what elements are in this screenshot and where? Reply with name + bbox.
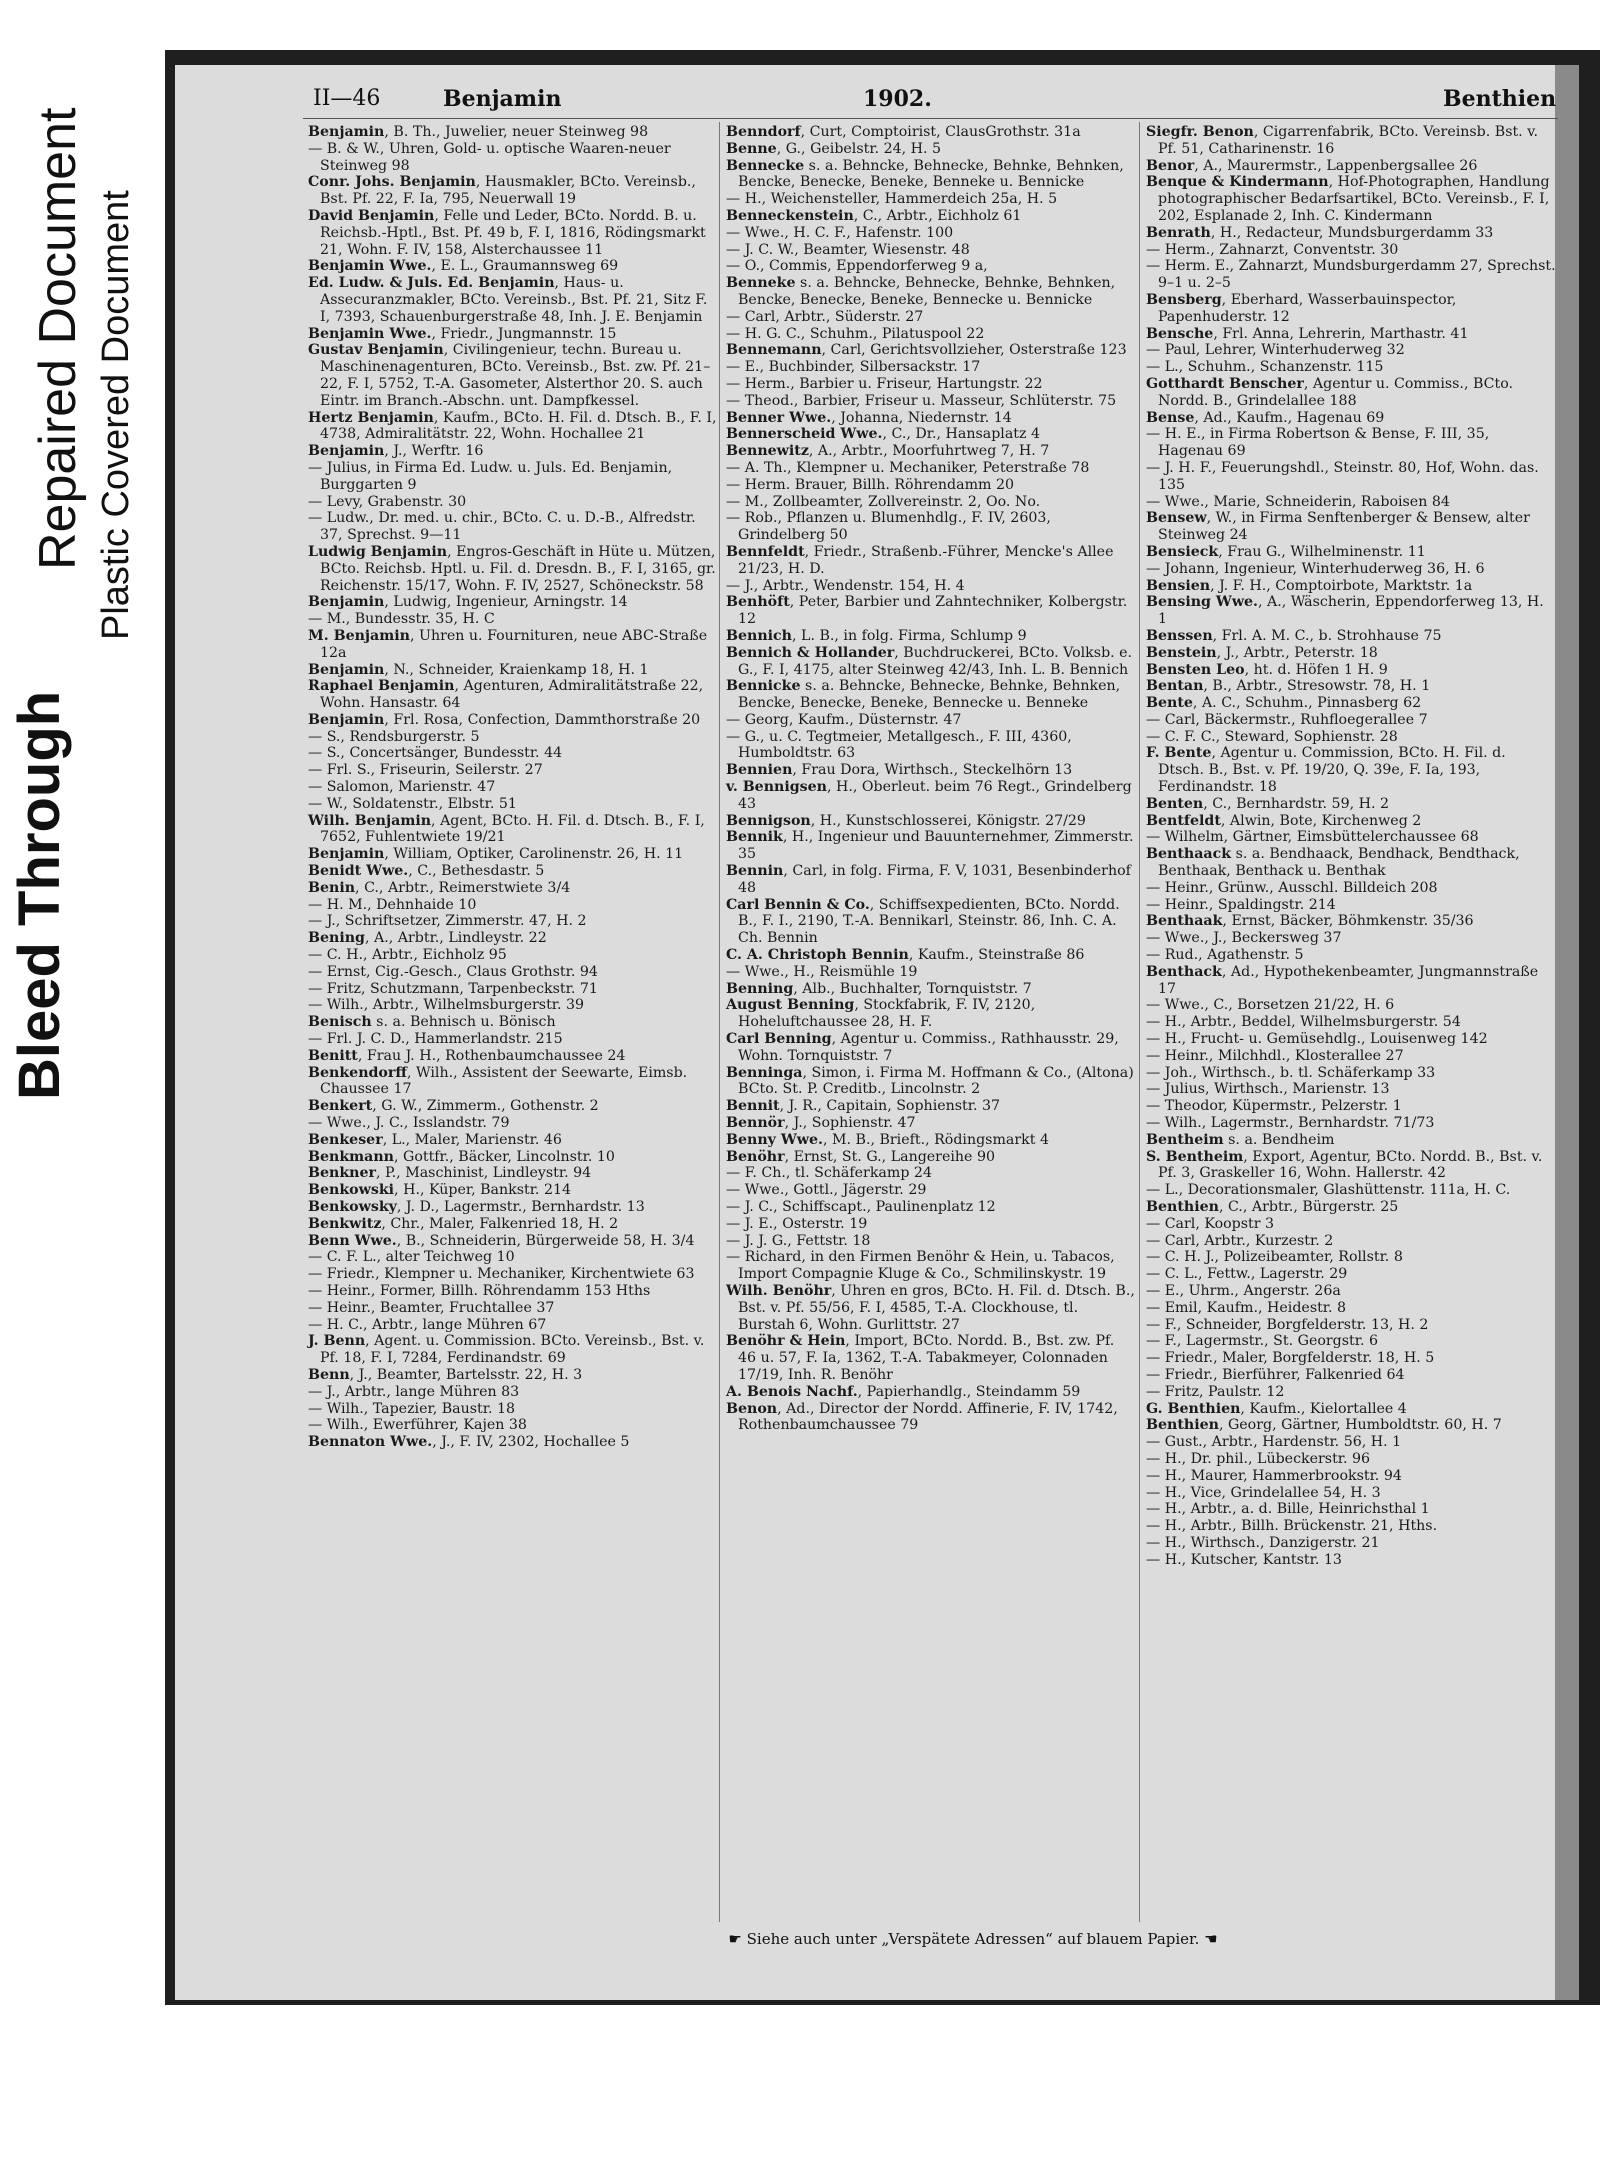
directory-entry: — M., Zollbeamter, Zollvereinstr. 2, Oo. No. <box>726 493 1041 510</box>
directory-entry: Benthien, C., Arbtr., Bürgerstr. 25 <box>1146 1199 1399 1215</box>
directory-entry: Benidt Wwe., C., Bethesdastr. 5 <box>308 863 545 880</box>
directory-entry: — Julius, Wirthsch., Marienstr. 13 <box>1146 1081 1390 1098</box>
directory-entry: Wilh. Benjamin, Agent, BCto. H. Fil. d. Dtsch. B., F. I, 7652, Fuhlentwiete 19/21 <box>308 812 705 846</box>
directory-entry: — Salomon, Marienstr. 47 <box>308 779 496 796</box>
directory-entry: Benssen, Frl. A. M. C., b. Strohhause 75 <box>1146 627 1442 644</box>
directory-entry: — F. Ch., tl. Schäferkamp 24 <box>726 1165 932 1182</box>
directory-entry: — Carl, Arbtr., Kurzestr. 2 <box>1146 1232 1334 1249</box>
label-repaired-document: Repaired Document <box>29 107 87 570</box>
directory-entry: — Friedr., Bierführer, Falkenried 64 <box>1146 1366 1405 1383</box>
directory-entry: — Wwe., C., Borsetzen 21/22, H. 6 <box>1146 997 1395 1014</box>
directory-entry: — H. C., Arbtr., lange Mühren 67 <box>308 1316 547 1333</box>
directory-entry: — O., Commis, Eppendorferweg 9 a, <box>726 258 988 275</box>
directory-entry: Benkwitz, Chr., Maler, Falkenried 18, H. 2 <box>308 1215 619 1232</box>
directory-entry: A. Benois Nachf., Papierhandlg., Steindamm 59 <box>726 1383 1081 1400</box>
directory-entry: Bense, Ad., Kaufm., Hagenau 69 <box>1146 409 1385 426</box>
directory-entry: Bente, A. C., Schuhm., Pinnasberg 62 <box>1146 695 1422 712</box>
directory-entry: Benhöft, Peter, Barbier und Zahntechniker, Kolbergstr. 12 <box>726 594 1128 628</box>
directory-entry: — M., Bundesstr. 35, H. C <box>308 611 495 628</box>
directory-entry: Benn Wwe., B., Schneiderin, Bürgerweide 58, H. 3/4 <box>308 1232 695 1249</box>
directory-entry: G. Benthien, Kaufm., Kielortallee 4 <box>1146 1400 1407 1417</box>
directory-entry: — Carl, Koopstr 3 <box>1146 1215 1275 1232</box>
directory-entry: — Wwe., J., Beckersweg 37 <box>1146 930 1342 947</box>
directory-entry: — Ludw., Dr. med. u. chir., BCto. C. u. D.-B., Alfredstr. 37, Sprechst. 9—11 <box>308 510 696 544</box>
header-year: 1902. <box>863 86 932 112</box>
directory-entry: Bennich & Hollander, Buchdruckerei, BCto. Volksb. e. G., F. I, 4175, alter Steinweg 42/43, Inh. L. B. Bennich <box>726 644 1133 678</box>
directory-entry: Benning, Alb., Buchhalter, Tornquiststr. 7 <box>726 980 1032 997</box>
directory-entry: S. Bentheim, Export, Agentur, BCto. Nordd. B., Bst. v. Pf. 3, Graskeller 16, Wohn. Hallerstr. 42 <box>1146 1148 1543 1182</box>
directory-entry: Bensberg, Eberhard, Wasserbauinspector, Papenhuderstr. 12 <box>1146 291 1457 325</box>
directory-entry: Benon, Ad., Director der Nordd. Affinerie, F. IV, 1742, Rothenbaumchaussee 79 <box>726 1400 1118 1434</box>
directory-entry: — H. G. C., Schuhm., Pilatuspool 22 <box>726 325 985 342</box>
directory-entry: Bensien, J. F. H., Comptoirbote, Marktstr. 1a <box>1146 577 1473 594</box>
directory-entry: — J. E., Osterstr. 19 <box>726 1215 868 1232</box>
directory-entry: — J. H. F., Feuerungshdl., Steinstr. 80, Hof, Wohn. das. 135 <box>1146 459 1539 493</box>
directory-entry: J. Benn, Agent. u. Commission. BCto. Vereinsb., Bst. v. Pf. 18, F. I, 7284, Ferdinandstr. 69 <box>308 1333 705 1367</box>
directory-entry: — Wilh., Lagermstr., Bernhardstr. 71/73 <box>1146 1115 1435 1132</box>
directory-entry: — Levy, Grabenstr. 30 <box>308 493 467 510</box>
directory-entry: Benninga, Simon, i. Firma M. Hoffmann & Co., (Altona) BCto. St. P. Creditb., Lincolnstr. 2 <box>726 1064 1134 1098</box>
directory-entry: August Benning, Stockfabrik, F. IV, 2120, Hoheluftchaussee 28, H. F. <box>726 997 1036 1031</box>
directory-entry: Bening, A., Arbtr., Lindleystr. 22 <box>308 930 547 947</box>
directory-entry: — H., Arbtr., Beddel, Wilhelmsburgerstr. 54 <box>1146 1014 1461 1031</box>
directory-entry: Bennicke s. a. Behncke, Behnecke, Behnke, Behnken, Bencke, Benecke, Beneke, Bennecke u. Benneke <box>726 678 1121 712</box>
directory-entry: — Wilh., Tapezier, Baustr. 18 <box>308 1400 516 1417</box>
directory-entry: — F., Schneider, Borgfelderstr. 13, H. 2 <box>1146 1316 1429 1333</box>
directory-entry: — H., Wirthsch., Danzigerstr. 21 <box>1146 1534 1380 1551</box>
directory-entry: — H., Arbtr., a. d. Bille, Heinrichsthal 1 <box>1146 1501 1430 1518</box>
directory-entry: Benjamin, B. Th., Juwelier, neuer Steinweg 98 <box>308 124 649 140</box>
directory-entry: Benjamin Wwe., E. L., Graumannsweg 69 <box>308 258 619 275</box>
directory-entry: Bennin, Carl, in folg. Firma, F. V, 1031, Besenbinderhof 48 <box>726 863 1131 896</box>
directory-entry: — Richard, in den Firmen Benöhr & Hein, u. Tabacos, Import Compagnie Kluge & Co., Schmilinskystr. 19 <box>726 1249 1115 1283</box>
header-left-word: Benjamin <box>443 86 562 112</box>
directory-entry: — H., Arbtr., Billh. Brückenstr. 21, Hths. <box>1146 1518 1438 1535</box>
directory-entry: Bennien, Frau Dora, Wirthsch., Steckelhörn 13 <box>726 762 1073 779</box>
directory-entry: Benjamin, Frl. Rosa, Confection, Dammthorstraße 20 <box>308 711 701 728</box>
directory-entry: Benjamin, Ludwig, Ingenieur, Arningstr. 14 <box>308 594 628 611</box>
directory-entry: Benkert, G. W., Zimmerm., Gothenstr. 2 <box>308 1098 599 1115</box>
directory-entry: — H. M., Dehnhaide 10 <box>308 896 477 913</box>
directory-entry: Benthien, Georg, Gärtner, Humboldtstr. 60, H. 7 <box>1146 1417 1502 1434</box>
directory-entry: — Johann, Ingenieur, Winterhuderweg 36, H. 6 <box>1146 560 1485 577</box>
page-number: II—46 <box>313 86 381 111</box>
directory-entry: Benkmann, Gottfr., Bäcker, Lincolnstr. 10 <box>308 1148 615 1165</box>
directory-entry: C. A. Christoph Bennin, Kaufm., Steinstraße 86 <box>726 947 1085 964</box>
directory-entry: — J. J. G., Fettstr. 18 <box>726 1232 871 1249</box>
directory-entry: Carl Benning, Agentur u. Commiss., Rathhausstr. 29, Wohn. Tornquiststr. 7 <box>726 1031 1119 1064</box>
footer-note: ☛ Siehe auch unter „Verspätete Adressen“ auf blauem Papier. ☚ <box>728 1930 1218 1948</box>
directory-entry: Benkeser, L., Maler, Marienstr. 46 <box>308 1131 562 1148</box>
directory-entry: Conr. Johs. Benjamin, Hausmakler, BCto. Vereinsb., Bst. Pf. 22, F. Ia, 795, Neuerwall 19 <box>308 174 696 208</box>
directory-entry: Siegfr. Benon, Cigarrenfabrik, BCto. Vereinsb. Bst. v. Pf. 51, Catharinenstr. 16 <box>1146 124 1539 157</box>
directory-entry: Carl Bennin & Co., Schiffsexpedienten, BCto. Nordd. B., F. I., 2190, T.-A. Bennikarl, Steinstr. 86, Inh. C. A. Ch. Bennin <box>726 896 1120 947</box>
directory-entry: — Wilhelm, Gärtner, Eimsbüttelerchaussee 68 <box>1146 829 1479 846</box>
directory-entry: — L., Schuhm., Schanzenstr. 115 <box>1146 359 1384 376</box>
directory-entry: — Wwe., H. C. F., Hafenstr. 100 <box>726 224 954 241</box>
directory-entry: M. Benjamin, Uhren u. Fournituren, neue ABC-Straße 12a <box>308 627 708 661</box>
label-bleed-through: Bleed Through <box>7 690 72 1100</box>
sidebar <box>0 0 165 2177</box>
directory-entry: Benrath, H., Redacteur, Mundsburgerdamm 33 <box>1146 224 1494 241</box>
directory-entry: — Wilh., Arbtr., Wilhelmsburgerstr. 39 <box>308 997 585 1014</box>
directory-entry: — Friedr., Klempner u. Mechaniker, Kirchentwiete 63 <box>308 1266 695 1283</box>
directory-entry: Bennfeldt, Friedr., Straßenb.-Führer, Mencke's Allee 21/23, H. D. <box>726 543 1114 577</box>
column-rule-2 <box>1139 122 1140 1922</box>
directory-entry: — Fritz, Schutzmann, Tarpenbeckstr. 71 <box>308 980 598 997</box>
directory-entry: Benjamin Wwe., Friedr., Jungmannstr. 15 <box>308 325 617 342</box>
directory-entry: Gotthardt Benscher, Agentur u. Commiss., BCto. Nordd. B., Grindelallee 188 <box>1146 375 1514 409</box>
directory-entry: — Carl, Arbtr., Süderstr. 27 <box>726 308 924 325</box>
directory-entry: — Fritz, Paulstr. 12 <box>1146 1383 1285 1400</box>
directory-entry: — Heinr., Milchhdl., Klosterallee 27 <box>1146 1047 1404 1064</box>
directory-entry: — Wwe., Marie, Schneiderin, Raboisen 84 <box>1146 493 1450 510</box>
directory-entry: Benkendorff, Wilh., Assistent der Seewarte, Eimsb. Chaussee 17 <box>308 1064 688 1098</box>
directory-entry: Benstein, J., Arbtr., Peterstr. 18 <box>1146 644 1378 661</box>
label-plastic-covered-document: Plastic Covered Document <box>95 190 137 640</box>
directory-entry: — Heinr., Grünw., Ausschl. Billdeich 208 <box>1146 879 1438 896</box>
directory-entry: — Herm., Zahnarzt, Conventstr. 30 <box>1146 241 1399 258</box>
directory-entry: Benque & Kindermann, Hof-Photographen, Handlung photographischer Bedarfsartikel, BCto. Vereinsb., F. I, 202, Esplanade 2, Inh. C. Kindermann <box>1146 174 1550 224</box>
directory-entry: — J., Schriftsetzer, Zimmerstr. 47, H. 2 <box>308 913 587 930</box>
directory-entry: Benndorf, Curt, Comptoirist, ClausGrothstr. 31a <box>726 124 1081 140</box>
directory-entry: Gustav Benjamin, Civilingenieur, techn. Bureau u. Maschinenagenturen, BCto. Vereinsb., Bst. zw. Pf. 21–22, F. I, 5752, T.-A. Gasometer, Alsterthor 20. S. auch Eintr. im Branch.-Abschn. unt. Dampfkessel. <box>308 342 711 409</box>
directory-entry: Bennaton Wwe., J., F. IV, 2302, Hochallee 5 <box>308 1434 630 1451</box>
directory-entry: Bennör, J., Sophienstr. 47 <box>726 1115 916 1132</box>
directory-entry: — C. H. J., Polizeibeamter, Rollstr. 8 <box>1146 1249 1403 1266</box>
directory-entry: Benjamin, J., Werftr. 16 <box>308 443 484 460</box>
directory-entry: — Wwe., H., Reismühle 19 <box>726 963 918 980</box>
directory-entry: — C. L., Fettw., Lagerstr. 29 <box>1146 1266 1348 1283</box>
directory-entry: Benthaak, Ernst, Bäcker, Böhmkenstr. 35/36 <box>1146 913 1474 930</box>
directory-entry: Bennerscheid Wwe., C., Dr., Hansaplatz 4 <box>726 426 1041 443</box>
directory-entry: — Herm. E., Zahnarzt, Mundsburgerdamm 27, Sprechst. 9–1 u. 2–5 <box>1146 258 1556 292</box>
directory-entry: — Herm., Barbier u. Friseur, Hartungstr. 22 <box>726 375 1043 392</box>
directory-entry: — Wwe., J. C., Isslandstr. 79 <box>308 1115 510 1132</box>
directory-entry: Bennigson, H., Kunstschlosserei, Königstr. 27/29 <box>726 812 1086 829</box>
directory-entry: — Wwe., Gottl., Jägerstr. 29 <box>726 1182 927 1199</box>
directory-entry: F. Bente, Agentur u. Commission, BCto. H. Fil. d. Dtsch. B., Bst. v. Pf. 19/20, Q. 39e, F. Ia, 193, Ferdinandstr. 18 <box>1146 745 1506 796</box>
directory-entry: Wilh. Benöhr, Uhren en gros, BCto. H. Fil. d. Dtsch. B., Bst. v. Pf. 55/56, F. I, 4585, T.-A. Clockhouse, tl. Burstah 6, Wohn. Gurlittstr. 27 <box>726 1282 1135 1333</box>
directory-entry: Bensieck, Frau G., Wilhelminenstr. 11 <box>1146 543 1426 560</box>
directory-entry: — C. H., Arbtr., Eichholz 95 <box>308 947 507 964</box>
directory-entry: Benner Wwe., Johanna, Niedernstr. 14 <box>726 409 1012 426</box>
header-rule <box>303 118 1558 119</box>
directory-entry: — Rud., Agathenstr. 5 <box>1146 947 1304 964</box>
directory-entry: — Rob., Pflanzen u. Blumenhdlg., F. IV, 2603, Grindelberg 50 <box>726 510 1051 544</box>
directory-entry: — Gust., Arbtr., Hardenstr. 56, H. 1 <box>1146 1434 1402 1451</box>
directory-entry: — C. F. C., Steward, Sophienstr. 28 <box>1146 728 1398 745</box>
directory-entry: — H., Maurer, Hammerbrookstr. 94 <box>1146 1467 1402 1484</box>
directory-entry: — Friedr., Maler, Borgfelderstr. 18, H. 5 <box>1146 1350 1435 1367</box>
directory-entry: Benor, A., Maurermstr., Lappenbergsallee 26 <box>1146 157 1478 174</box>
directory-entry: Benöhr & Hein, Import, BCto. Nordd. B., Bst. zw. Pf. 46 u. 57, F. Ia, 1362, T.-A. Tabakmeyer, Colonnaden 17/19, Inh. R. Benöhr <box>726 1333 1115 1383</box>
column-2 <box>726 124 1136 1434</box>
column-3 <box>1146 124 1556 1569</box>
column-rule-1 <box>719 122 720 1922</box>
directory-entry: — J., Arbtr., Wendenstr. 154, H. 4 <box>726 577 965 594</box>
directory-entry: Benjamin, William, Optiker, Carolinenstr. 26, H. 11 <box>308 846 684 863</box>
directory-entry: Bensten Leo, ht. d. Höfen 1 H. 9 <box>1146 661 1388 678</box>
directory-entry: — S., Rendsburgerstr. 5 <box>308 728 480 745</box>
directory-entry: Bennewitz, A., Arbtr., Moorfuhrtweg 7, H. 7 <box>726 443 1050 460</box>
directory-entry: David Benjamin, Felle und Leder, BCto. Nordd. B. u. Reichsb.-Hptl., Bst. Pf. 49 b, F. I, 1816, Rödingsmarkt 21, Wohn. F. IV, 158, Alsterchaussee 11 <box>308 207 706 258</box>
directory-entry: Ludwig Benjamin, Engros-Geschäft in Hüte u. Mützen, BCto. Reichsb. Hptl. u. Fil. d. Dresdn. B., F. I, 3165, gr. Reichenstr. 15/17, Wohn. F. IV, 2527, Schöneckstr. 58 <box>308 543 716 594</box>
directory-entry: — J. C. W., Beamter, Wiesenstr. 48 <box>726 241 970 258</box>
directory-entry: — Wilh., Ewerführer, Kajen 38 <box>308 1417 527 1434</box>
directory-entry: — E., Uhrm., Angerstr. 26a <box>1146 1282 1341 1299</box>
directory-entry: — S., Concertsänger, Bundesstr. 44 <box>308 745 563 762</box>
directory-entry: Benthack, Ad., Hypothekenbeamter, Jungmannstraße 17 <box>1146 963 1539 997</box>
directory-entry: — A. Th., Klempner u. Mechaniker, Peterstraße 78 <box>726 459 1090 476</box>
directory-entry: Benkner, P., Maschinist, Lindleystr. 94 <box>308 1165 592 1182</box>
directory-entry: — Emil, Kaufm., Heidestr. 8 <box>1146 1299 1347 1316</box>
directory-entry: Benthaack s. a. Bendhaack, Bendhack, Bendthack, Benthaak, Benthack u. Benthak <box>1146 846 1520 880</box>
directory-entry: — Frl. S., Friseurin, Seilerstr. 27 <box>308 762 543 779</box>
directory-page <box>303 78 1558 1948</box>
directory-entry: — H., Weichensteller, Hammerdeich 25a, H. 5 <box>726 191 1058 208</box>
directory-entry: — Georg, Kaufm., Düsternstr. 47 <box>726 711 962 728</box>
directory-entry: v. Bennigsen, H., Oberleut. beim 76 Regt., Grindelberg 43 <box>726 779 1132 812</box>
page-header <box>303 78 1558 118</box>
directory-entry: Raphael Benjamin, Agenturen, Admiralitätstraße 22, Wohn. Hansastr. 64 <box>308 678 704 712</box>
column-1 <box>308 124 718 1451</box>
directory-entry: — Herm. Brauer, Billh. Röhrendamm 20 <box>726 476 1015 493</box>
directory-entry: — Carl, Bäckermstr., Ruhfloegerallee 7 <box>1146 711 1428 728</box>
directory-entry: — Julius, in Firma Ed. Ludw. u. Juls. Ed. Benjamin, Burggarten 9 <box>308 459 673 493</box>
directory-entry: — C. F. L., alter Teichweg 10 <box>308 1249 515 1266</box>
directory-entry: Benin, C., Arbtr., Reimerstwiete 3/4 <box>308 879 571 896</box>
directory-entry: — J. C., Schiffscapt., Paulinenplatz 12 <box>726 1199 996 1215</box>
directory-entry: — G., u. C. Tegtmeier, Metallgesch., F. III, 4360, Humboldtstr. 63 <box>726 728 1072 762</box>
directory-entry: Benne, G., Geibelstr. 24, H. 5 <box>726 140 942 157</box>
directory-entry: — Frl. J. C. D., Hammerlandstr. 215 <box>308 1031 563 1048</box>
directory-entry: — F., Lagermstr., St. Georgstr. 6 <box>1146 1333 1379 1350</box>
directory-entry: — Heinr., Spaldingstr. 214 <box>1146 896 1336 913</box>
directory-entry: — Heinr., Former, Billh. Röhrendamm 153 Hths <box>308 1282 651 1299</box>
directory-entry: Bensche, Frl. Anna, Lehrerin, Marthastr. 41 <box>1146 325 1469 342</box>
directory-entry: Benisch s. a. Behnisch u. Bönisch <box>308 1014 556 1031</box>
directory-entry: Benneke s. a. Behncke, Behnecke, Behnke, Behnken, Bencke, Benecke, Beneke, Bennecke u. Bennicke <box>726 275 1116 308</box>
directory-entry: Bensew, W., in Firma Senftenberger & Bensew, alter Steinweg 24 <box>1146 510 1530 544</box>
directory-entry: Benöhr, Ernst, St. G., Langereihe 90 <box>726 1148 995 1165</box>
directory-entry: — J., Arbtr., lange Mühren 83 <box>308 1383 520 1400</box>
directory-entry: — Ernst, Cig.-Gesch., Claus Grothstr. 94 <box>308 963 598 980</box>
directory-entry: Bentfeldt, Alwin, Bote, Kirchenweg 2 <box>1146 812 1422 829</box>
directory-entry: Benjamin, N., Schneider, Kraienkamp 18, H. 1 <box>308 661 649 678</box>
directory-entry: Benitt, Frau J. H., Rothenbaumchaussee 24 <box>308 1047 626 1064</box>
directory-entry: Bennit, J. R., Capitain, Sophienstr. 37 <box>726 1098 1001 1115</box>
directory-entry: — B. & W., Uhren, Gold- u. optische Waaren-neuer Steinweg 98 <box>308 140 671 174</box>
directory-entry: — E., Buchbinder, Silbersackstr. 17 <box>726 359 981 376</box>
directory-entry: — Joh., Wirthsch., b. tl. Schäferkamp 33 <box>1146 1064 1436 1081</box>
directory-entry: Benny Wwe., M. B., Brieft., Rödingsmarkt 4 <box>726 1131 1049 1148</box>
directory-entry: — W., Soldatenstr., Elbstr. 51 <box>308 795 517 812</box>
directory-entry: Bentheim s. a. Bendheim <box>1146 1131 1335 1148</box>
directory-entry: Bennik, H., Ingenieur und Bauunternehmer, Zimmerstr. 35 <box>726 829 1134 863</box>
directory-entry: — Theod., Barbier, Friseur u. Masseur, Schlüterstr. 75 <box>726 392 1117 409</box>
directory-entry: Ed. Ludw. & Juls. Ed. Benjamin, Haus- u. Assecuranzmakler, BCto. Vereinsb., Bst. Pf. 21, Sitz F. I, 7393, Schauenburgerstraße 48, Inh. J. E. Benjamin <box>308 275 708 325</box>
directory-entry: — H., Dr. phil., Lübeckerstr. 96 <box>1146 1450 1371 1467</box>
directory-entry: Benkowski, H., Küper, Bankstr. 214 <box>308 1182 572 1199</box>
directory-entry: Bennecke s. a. Behncke, Behnecke, Behnke, Behnken, Bencke, Benecke, Beneke, Benneke u. Bennicke <box>726 157 1124 191</box>
directory-entry: — Theodor, Küpermstr., Pelzerstr. 1 <box>1146 1098 1402 1115</box>
directory-entry: — Heinr., Beamter, Fruchtallee 37 <box>308 1299 555 1316</box>
directory-entry: Benn, J., Beamter, Bartelsstr. 22, H. 3 <box>308 1366 583 1383</box>
header-right-word: Benthien <box>1443 86 1557 112</box>
directory-entry: — L., Decorationsmaler, Glashüttenstr. 111a, H. C. <box>1146 1182 1511 1199</box>
page-edge <box>1555 65 1579 2000</box>
directory-entry: — Paul, Lehrer, Winterhuderweg 32 <box>1146 342 1405 359</box>
directory-entry: — H., Kutscher, Kantstr. 13 <box>1146 1551 1342 1568</box>
directory-entry: Bennich, L. B., in folg. Firma, Schlump 9 <box>726 627 1027 644</box>
directory-entry: — H., Frucht- u. Gemüsehdlg., Louisenweg 142 <box>1146 1031 1488 1048</box>
directory-entry: Hertz Benjamin, Kaufm., BCto. H. Fil. d. Dtsch. B., F. I, 4738, Admiralitätstr. 22, Wohn. Hochallee 21 <box>308 409 717 443</box>
directory-entry: Bentan, B., Arbtr., Stresowstr. 78, H. 1 <box>1146 678 1431 695</box>
directory-entry: Bennemann, Carl, Gerichtsvollzieher, Osterstraße 123 <box>726 342 1127 359</box>
directory-entry: Benneckenstein, C., Arbtr., Eichholz 61 <box>726 207 1022 224</box>
directory-entry: Bensing Wwe., A., Wäscherin, Eppendorferweg 13, H. 1 <box>1146 594 1544 628</box>
directory-entry: — H., Vice, Grindelallee 54, H. 3 <box>1146 1484 1381 1501</box>
directory-entry: — H. E., in Firma Robertson & Bense, F. III, 35, Hagenau 69 <box>1146 426 1490 460</box>
directory-entry: Benkowsky, J. D., Lagermstr., Bernhardstr. 13 <box>308 1199 645 1215</box>
directory-entry: Benten, C., Bernhardstr. 59, H. 2 <box>1146 795 1390 812</box>
